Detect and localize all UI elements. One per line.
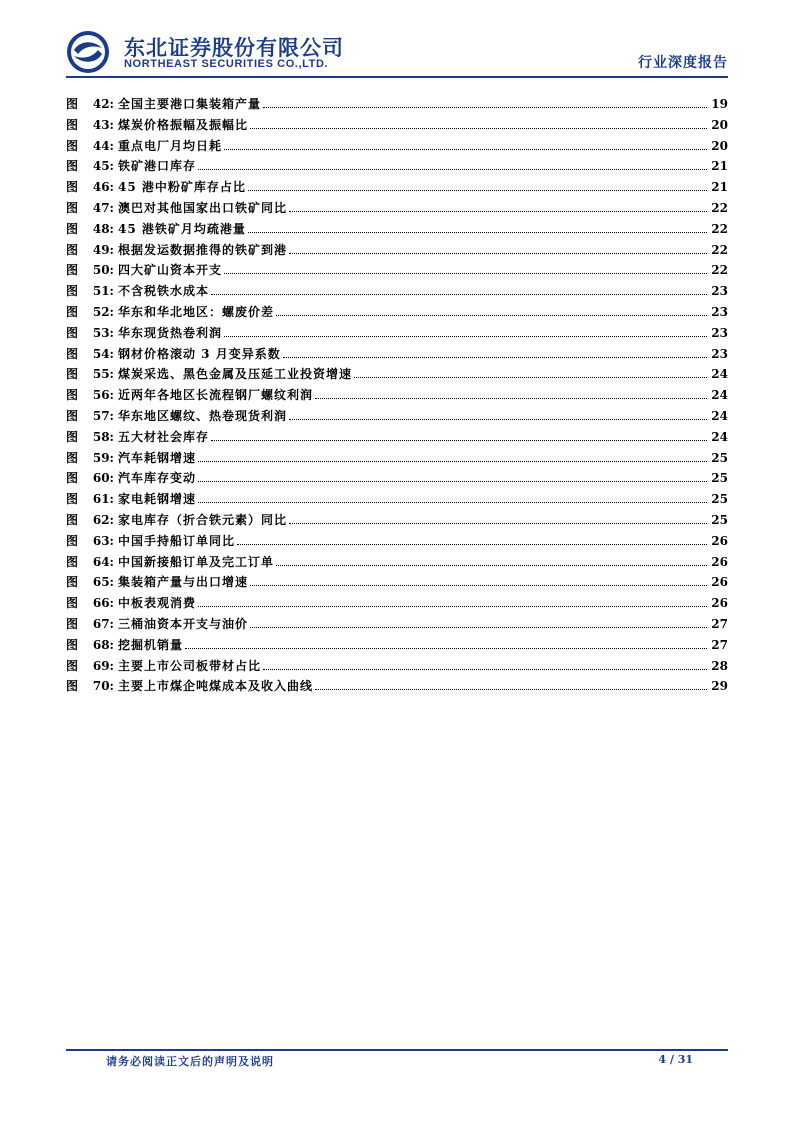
figure-prefix: 图 (66, 97, 79, 111)
toc-entry[interactable] (66, 552, 728, 573)
dot-leader (248, 189, 707, 191)
dot-leader (237, 543, 707, 545)
figure-label (66, 676, 116, 697)
figure-prefix: 图 (66, 637, 79, 652)
figure-page-number: 23 (711, 325, 728, 340)
figure-number: 59: (92, 450, 114, 465)
dot-leader (289, 252, 707, 254)
figure-label (66, 219, 116, 240)
figure-title: 近两年各地区长流程钢厂螺纹利润 (118, 388, 314, 403)
dot-leader (315, 397, 707, 399)
dot-leader (198, 605, 707, 607)
figure-prefix: 图 (66, 575, 79, 590)
dot-leader (250, 584, 707, 586)
figure-prefix: 图 (66, 512, 79, 527)
figure-page-number: 24 (711, 429, 728, 444)
figure-page-number: 25 (711, 471, 728, 486)
toc-entry[interactable] (66, 489, 728, 510)
figure-number: 57: (92, 408, 114, 423)
figure-number: 52: (92, 304, 114, 319)
figure-title: 不含税铁水成本 (118, 284, 210, 299)
figure-label (66, 593, 116, 614)
figure-number: 48: (92, 221, 114, 236)
figure-label (66, 136, 116, 157)
figure-label (66, 198, 116, 219)
dot-leader (224, 272, 707, 274)
figure-title: 集装箱产量与出口增速 (118, 575, 249, 590)
figure-label (66, 406, 116, 427)
figure-page-number: 26 (711, 533, 728, 548)
dot-leader (211, 293, 707, 295)
figure-number: 65: (92, 575, 114, 590)
figure-title: 家电库存（折合铁元素）同比 (118, 512, 288, 527)
figure-prefix: 图 (66, 117, 79, 132)
figure-title: 全国主要港口集装箱产量 (118, 97, 262, 111)
figure-page-number: 20 (711, 117, 728, 132)
figure-title: 中国新接船订单及完工订单 (118, 554, 275, 569)
dot-leader (263, 668, 707, 670)
figure-page-number: 26 (711, 554, 728, 569)
figure-label (66, 281, 116, 302)
figure-prefix: 图 (66, 450, 79, 465)
figure-number: 63: (92, 533, 114, 548)
figure-label (66, 302, 116, 323)
figure-label (66, 552, 116, 573)
figure-page-number: 19 (711, 97, 728, 111)
figure-label (66, 94, 116, 115)
figure-prefix: 图 (66, 242, 79, 257)
dot-leader (289, 418, 707, 420)
northeast-securities-logo-icon (66, 30, 110, 74)
figure-prefix: 图 (66, 263, 79, 278)
figure-label (66, 323, 116, 344)
figure-number: 67: (92, 616, 114, 631)
toc-entry[interactable] (66, 427, 728, 448)
dot-leader (289, 210, 707, 212)
dot-leader (198, 168, 707, 170)
figure-title: 根据发运数据推得的铁矿到港 (118, 242, 288, 257)
figure-page-number: 26 (711, 596, 728, 611)
dot-leader (315, 688, 707, 690)
figure-number: 46: (92, 180, 114, 195)
figure-page-number: 26 (711, 575, 728, 590)
figure-page-number: 23 (711, 346, 728, 361)
toc-entry[interactable] (66, 240, 728, 261)
figure-title: 五大材社会库存 (118, 429, 210, 444)
toc-entry[interactable] (66, 94, 728, 115)
dot-leader (283, 356, 707, 358)
figure-prefix: 图 (66, 658, 79, 673)
dot-leader (198, 480, 707, 482)
figure-title: 华东和华北地区：螺废价差 (118, 304, 275, 319)
dot-leader (224, 335, 707, 337)
header-divider (66, 76, 728, 78)
toc-entry[interactable] (66, 260, 728, 281)
figure-label (66, 260, 116, 281)
toc-entry[interactable] (66, 385, 728, 406)
figure-prefix: 图 (66, 679, 79, 694)
figure-number: 68: (92, 637, 114, 652)
figure-title: 主要上市煤企吨煤成本及收入曲线 (118, 679, 314, 694)
figure-page-number: 24 (711, 367, 728, 382)
figure-prefix: 图 (66, 159, 79, 174)
dot-leader (276, 564, 707, 566)
figure-page-number: 25 (711, 512, 728, 527)
figure-number: 69: (92, 658, 114, 673)
figure-page-number: 21 (711, 180, 728, 195)
figure-prefix: 图 (66, 388, 79, 403)
figure-prefix: 图 (66, 492, 79, 507)
figure-page-number: 25 (711, 492, 728, 507)
figure-prefix: 图 (66, 304, 79, 319)
figure-number: 60: (92, 471, 114, 486)
figure-prefix: 图 (66, 408, 79, 423)
page-header (66, 30, 728, 74)
figure-title: 三桶油资本开支与油价 (118, 616, 249, 631)
figure-label (66, 385, 116, 406)
figure-label (66, 156, 116, 177)
figure-number: 45: (92, 159, 114, 174)
toc-entry[interactable] (66, 656, 728, 677)
figure-label (66, 177, 116, 198)
figure-prefix: 图 (66, 138, 79, 153)
toc-entry[interactable] (66, 572, 728, 593)
figure-prefix: 图 (66, 429, 79, 444)
figure-label (66, 468, 116, 489)
figure-page-number: 22 (711, 242, 728, 257)
figure-label (66, 344, 116, 365)
toc-entry[interactable] (66, 510, 728, 531)
figure-title: 澳巴对其他国家出口铁矿同比 (118, 200, 288, 215)
toc-entry[interactable] (66, 177, 728, 198)
figure-page-number: 22 (711, 221, 728, 236)
figure-number: 53: (92, 325, 114, 340)
figure-prefix: 图 (66, 533, 79, 548)
figure-title: 汽车耗钢增速 (118, 450, 197, 465)
toc-entry[interactable] (66, 614, 728, 635)
toc-entry[interactable] (66, 219, 728, 240)
figure-label (66, 572, 116, 593)
figure-page-number: 27 (711, 616, 728, 631)
toc-entry[interactable] (66, 281, 728, 302)
figure-title: 华东地区螺纹、热卷现货利润 (118, 408, 288, 423)
figure-title: 中国手持船订单同比 (118, 533, 236, 548)
toc-entry[interactable] (66, 364, 728, 385)
figure-number: 44: (92, 138, 114, 153)
figure-title: 煤炭采选、黑色金属及压延工业投资增速 (118, 367, 353, 382)
figure-title: 铁矿港口库存 (118, 159, 197, 174)
figure-page-number: 25 (711, 450, 728, 465)
figure-page-number: 21 (711, 159, 728, 174)
figure-title: 煤炭价格振幅及振幅比 (118, 117, 249, 132)
figure-title: 45 港铁矿月均疏港量 (118, 221, 246, 236)
figure-label (66, 656, 116, 677)
figure-title: 汽车库存变动 (118, 471, 197, 486)
figure-label (66, 115, 116, 136)
toc-entry[interactable] (66, 323, 728, 344)
figure-number: 70: (92, 679, 114, 694)
dot-leader (198, 501, 707, 503)
figure-number: 62: (92, 512, 114, 527)
figure-page-number: 28 (711, 658, 728, 673)
figure-prefix: 图 (66, 471, 79, 486)
figure-number: 61: (92, 492, 114, 507)
dot-leader (276, 314, 707, 316)
figure-page-number: 24 (711, 408, 728, 423)
figure-number: 54: (92, 346, 114, 361)
toc-entry[interactable] (66, 635, 728, 656)
figure-number: 47: (92, 200, 114, 215)
toc-entry[interactable] (66, 156, 728, 177)
figure-label (66, 635, 116, 656)
figure-label (66, 364, 116, 385)
figure-number: 64: (92, 554, 114, 569)
figure-label (66, 427, 116, 448)
dot-leader (248, 231, 707, 233)
figure-number: 58: (92, 429, 114, 444)
toc-entry[interactable] (66, 115, 728, 136)
figure-title: 华东现货热卷利润 (118, 325, 223, 340)
figure-label (66, 510, 116, 531)
dot-leader (185, 647, 707, 649)
toc-entry[interactable] (66, 593, 728, 614)
figure-prefix: 图 (66, 596, 79, 611)
figure-number: 49: (92, 242, 114, 257)
dot-leader (211, 439, 707, 441)
figure-label (66, 489, 116, 510)
toc-entry[interactable] (66, 676, 728, 697)
figure-prefix: 图 (66, 200, 79, 215)
figure-list (66, 94, 728, 697)
dot-leader (354, 376, 707, 378)
figure-page-number: 20 (711, 138, 728, 153)
figure-title: 中板表观消费 (118, 596, 197, 611)
toc-entry[interactable] (66, 198, 728, 219)
figure-label (66, 240, 116, 261)
figure-prefix: 图 (66, 616, 79, 631)
dot-leader (250, 626, 707, 628)
figure-number: 42: (92, 97, 114, 111)
dot-leader (250, 127, 707, 129)
page-number: 4 / 31 (658, 1053, 693, 1066)
figure-page-number: 27 (711, 637, 728, 652)
figure-number: 56: (92, 388, 114, 403)
figure-title: 家电耗钢增速 (118, 492, 197, 507)
figure-title: 四大矿山资本开支 (118, 263, 223, 278)
figure-prefix: 图 (66, 346, 79, 361)
figure-title: 钢材价格滚动 3 月变异系数 (118, 346, 281, 361)
figure-title: 45 港中粉矿库存占比 (118, 180, 246, 195)
toc-entry[interactable] (66, 344, 728, 365)
figure-number: 66: (92, 596, 114, 611)
footer-divider (66, 1049, 728, 1051)
dot-leader (289, 522, 707, 524)
company-name-en: NORTHEAST SECURITIES CO.,LTD. (124, 58, 329, 70)
figure-label (66, 531, 116, 552)
toc-entry[interactable] (66, 136, 728, 157)
figure-number: 51: (92, 284, 114, 299)
toc-entry[interactable] (66, 448, 728, 469)
figure-page-number: 24 (711, 388, 728, 403)
toc-entry[interactable] (66, 302, 728, 323)
figure-prefix: 图 (66, 221, 79, 236)
figure-prefix: 图 (66, 284, 79, 299)
figure-number: 50: (92, 263, 114, 278)
figure-title: 重点电厂月均日耗 (118, 138, 223, 153)
figure-label (66, 614, 116, 635)
figure-number: 55: (92, 367, 114, 382)
figure-label (66, 448, 116, 469)
figure-prefix: 图 (66, 180, 79, 195)
figure-title: 挖掘机销量 (118, 637, 184, 652)
figure-prefix: 图 (66, 554, 79, 569)
figure-page-number: 22 (711, 200, 728, 215)
toc-entry[interactable] (66, 531, 728, 552)
figure-page-number: 22 (711, 263, 728, 278)
disclaimer-note: 请务必阅读正文后的声明及说明 (106, 1055, 274, 1068)
dot-leader (224, 148, 707, 150)
figure-page-number: 23 (711, 284, 728, 299)
figure-title: 主要上市公司板带材占比 (118, 658, 262, 673)
figure-prefix: 图 (66, 367, 79, 382)
toc-entry[interactable] (66, 406, 728, 427)
dot-leader (263, 106, 707, 108)
figure-page-number: 23 (711, 304, 728, 319)
figure-page-number: 29 (711, 679, 728, 694)
company-name-cn: 东北证券股份有限公司 (124, 36, 344, 60)
report-type-label: 行业深度报告 (638, 55, 728, 71)
figure-prefix: 图 (66, 325, 79, 340)
toc-entry[interactable] (66, 468, 728, 489)
figure-number: 43: (92, 117, 114, 132)
dot-leader (198, 460, 707, 462)
